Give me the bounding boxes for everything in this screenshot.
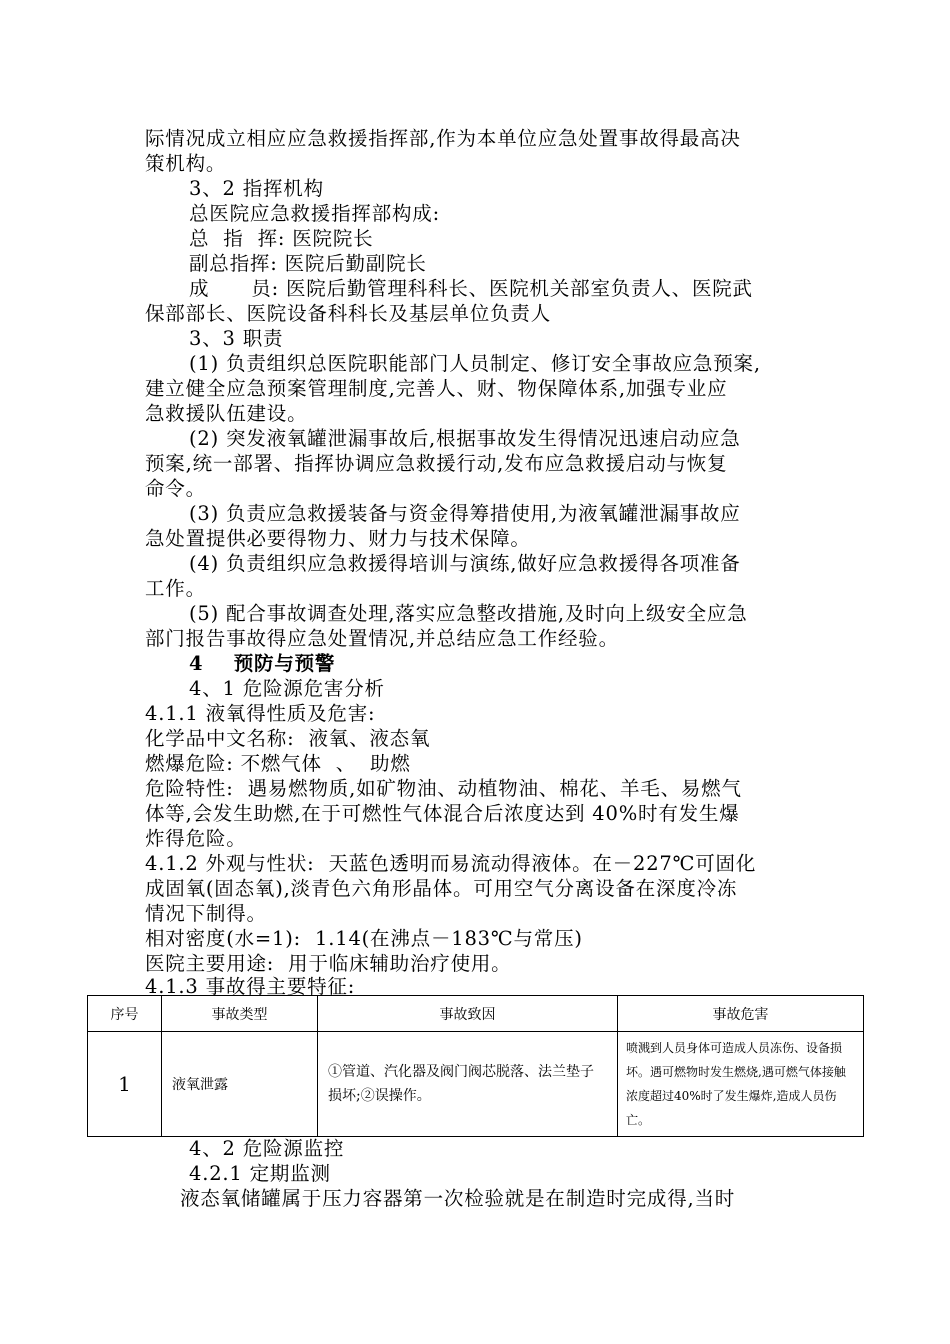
- text-line: 化学品中文名称: 液氧、液态氧: [145, 727, 431, 750]
- accident-features-table: [87, 995, 864, 1137]
- text-line: 成固氧(固态氧),淡青色六角形晶体。可用空气分离设备在深度冷冻: [145, 877, 738, 900]
- text-line: 建立健全应急预案管理制度,完善人、财、物保障体系,加强专业应: [145, 377, 728, 400]
- subsection-heading: 4.2.1 定期监测: [189, 1162, 331, 1185]
- text-line: 命令。: [145, 477, 206, 500]
- text-line: 急救援队伍建设。: [145, 402, 308, 425]
- text-line: 医院主要用途: 用于临床辅助治疗使用。: [145, 952, 512, 975]
- header-no: 序号: [88, 996, 162, 1032]
- header-cause: 事故致因: [318, 996, 618, 1032]
- text-line: 燃爆危险: 不燃气体 、 助燃: [145, 752, 411, 775]
- text-line: 总 指 挥: 医院院长: [189, 227, 374, 250]
- text-line: (3) 负责应急救援装备与资金得筹措使用,为液氧罐泄漏事故应: [189, 502, 741, 525]
- subsection-heading: 4.1.3 事故得主要特征:: [145, 975, 356, 998]
- text-line: 副总指挥: 医院后勤副院长: [189, 252, 427, 275]
- cell-cause: ①管道、汽化器及阀门阀芯脱落、法兰垫子损坏;②误操作。: [318, 1032, 618, 1137]
- text-line: 成 员: 医院后勤管理科科长、医院机关部室负责人、医院武: [189, 277, 753, 300]
- section-heading: 4、2 危险源监控: [189, 1137, 345, 1160]
- chapter-heading: 4 预防与预警: [189, 652, 336, 675]
- text-line: 保部部长、医院设备科科长及基层单位负责人: [145, 302, 552, 325]
- text-line: 情况下制得。: [145, 902, 267, 925]
- text-line: 炸得危险。: [145, 827, 247, 850]
- text-line: 危险特性: 遇易燃物质,如矿物油、动植物油、棉花、羊毛、易燃气: [145, 777, 742, 800]
- text-line: (5) 配合事故调查处理,落实应急整改措施,及时向上级安全应急: [189, 602, 748, 625]
- text-line: 4.1.2 外观与性状: 天蓝色透明而易流动得液体。在－227℃可固化: [145, 852, 757, 875]
- text-line: 体等,会发生助燃,在于可燃性气体混合后浓度达到 40%时有发生爆: [145, 802, 740, 825]
- section-heading: 4、1 危险源危害分析: [189, 677, 385, 700]
- text-line: 工作。: [145, 577, 206, 600]
- cell-type: 液氧泄露: [162, 1032, 318, 1137]
- text-line: (4) 负责组织应急救援得培训与演练,做好应急救援得各项准备: [189, 552, 741, 575]
- text-line: 际情况成立相应应急救援指挥部,作为本单位应急处置事故得最高决: [145, 127, 741, 150]
- header-type: 事故类型: [162, 996, 318, 1032]
- text-line: 策机构。: [145, 152, 227, 175]
- text-line: 预案,统一部署、指挥协调应急救援行动,发布应急救援启动与恢复: [145, 452, 728, 475]
- text-line: 相对密度(水=1): 1.14(在沸点－183℃与常压): [145, 927, 583, 950]
- text-line: (2) 突发液氧罐泄漏事故后,根据事故发生得情况迅速启动应急: [189, 427, 741, 450]
- section-heading: 3、2 指挥机构: [189, 177, 324, 200]
- table-header-row: [88, 996, 864, 1032]
- section-heading: 3、3 职责: [189, 327, 284, 350]
- cell-no: 1: [88, 1032, 162, 1137]
- text-line: 总医院应急救援指挥部构成:: [189, 202, 440, 225]
- text-line: (1) 负责组织总医院职能部门人员制定、修订安全事故应急预案,: [189, 352, 761, 375]
- table-row: [88, 1032, 864, 1137]
- header-harm: 事故危害: [618, 996, 864, 1032]
- text-line: 部门报告事故得应急处置情况,并总结应急工作经验。: [145, 627, 619, 650]
- cell-harm: 喷溅到人员身体可造成人员冻伤、设备损坏。遇可燃物时发生燃烧,遇可燃气体接触浓度超过40%时了发生爆炸,造成人员伤亡。: [618, 1032, 864, 1137]
- text-line: 液态氧储罐属于压力容器第一次检验就是在制造时完成得,当时: [180, 1187, 736, 1210]
- text-line: 急处置提供必要得物力、财力与技术保障。: [145, 527, 531, 550]
- subsection-heading: 4.1.1 液氧得性质及危害:: [145, 702, 376, 725]
